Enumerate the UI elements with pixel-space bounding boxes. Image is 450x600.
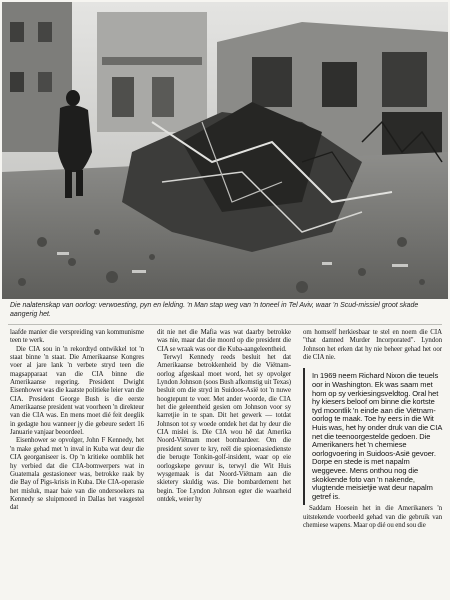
paragraph: Eisenhower se opvolger, John F Kennedy, het 'n make gehad met 'n inval in Kuba wat deur die CIA georganiseer is. Op 'n kritieke oomblik het hy verbied dat die CIA-bomwerpers wat in Guatemala gestasioneer was, betrokke raak by die Bay of Pigs-krisis in Kuba. Die CIA-operasie het misluk, maar baie van die ondersoekers na Kennedy se sluipmoord in Dallas het vasgestel dat bbox=[10, 437, 144, 512]
paragraph: dit nie net die Mafia was wat daarby betrokke was nie, maar dat die moord op die president die CIA se wraak was oor die Kuba-aangeleentheid. bbox=[157, 329, 291, 353]
paragraph: om homself herkiesbaar te stel en noem die CIA "that damned Murder Incorporated". Lyndon Johnson het erken dat hy nie beheer gehad het oor die CIA nie. bbox=[303, 329, 442, 362]
article-column-3 bbox=[303, 329, 442, 530]
photo-caption: Die nalatenskap van oorlog: verwoesting, pyn en lelding. 'n Man stap weg van 'n toneel in Tel Aviv, waar 'n Scud-missiel groot skade aangerig het. bbox=[10, 302, 419, 318]
paragraph: Terwyl Kennedy reeds besluit het dat Amerikaanse betrokkenheid by die Viëtnam-oorlog afgeskaal moet word, het sy opvolger Lyndon Johnson (soos Bush afkomstig uit Texas) besluit om die stryd in Suidoos-Asië tot 'n nuwe hoogtepunt te voer. Met ander woorde, die CIA het die geleentheid gesien om Johnson voor sy karretjie in te span. Dit het gewerk — totdat Johnson tot sy woede ontdek het dat hy deur die CIA mislei is. Die CIA wou hê dat Amerika Noord-Viëtnam moet bombardeer. Om die president sover te kry, reël die spioenasiedienste die beruqte Tonkin-golf-insident, waar op eie oorlogskepe gevuur is, terwyl die Wit Huis wysgemaak is dat Noord-Viëtnam aan die skietery skuldig was. Die bombardement het begin. Toe Lyndon Johnson egter die waarheid ontdek, weier hy bbox=[157, 354, 291, 503]
paragraph: Saddam Hoesein het in die Amerikaners 'n uitstekende voorbeeld gehad van die gebruik van chemiese wapens. Maar op dié ou end sou die bbox=[303, 505, 442, 529]
pull-quote-box bbox=[303, 368, 442, 505]
article-column-2 bbox=[157, 329, 291, 504]
divider bbox=[8, 324, 442, 325]
paragraph: Die CIA sou in 'n rekordtyd ontwikkel tot 'n staat binne 'n staat. Die Amerikaanse Kongres voer al jare lank 'n verbete stryd teen die magsapparaat van die CIA binne die Amerikaanse regering. President Dwight Eisenhower was die kaatste politieke leier van die CIA. President George Bush is die eerste Amerikaanse president wat voorheen 'n direkteur van die CIA was. En mens moet dié feit deeglik in gedagte hou wanneer jy die gebeure sedert 16 Januarie vanjaar beoordeel. bbox=[10, 345, 144, 437]
pull-quote-text: In 1969 neem Richard Nixon die teuels oor in Washington. Ek was saam met hom op sy verkiesingsveldtog. Oral het hy kiesers beloof om binne die kortste tyd moontlik 'n einde aan die Viëtnam-oorlog te maak. Toe hy eers in die Wit Huis was, het hy onder druk van die CIA net die teenoorgestelde gedoen. Die Amerikaners het 'n chemiese oorlogvoering in Suidoos-Asië gevoer. Dorpe en stede is met napalm weggevee. Mens onthou nog die skokkende foto van 'n nakende, vlugtende meisietjie wat deur napalm getref is. bbox=[312, 371, 442, 501]
war-destruction-photo bbox=[2, 2, 448, 299]
paragraph: laafde manier die verspreiding van kommunisme teen te werk. bbox=[10, 329, 144, 345]
article-column-1 bbox=[10, 329, 144, 513]
